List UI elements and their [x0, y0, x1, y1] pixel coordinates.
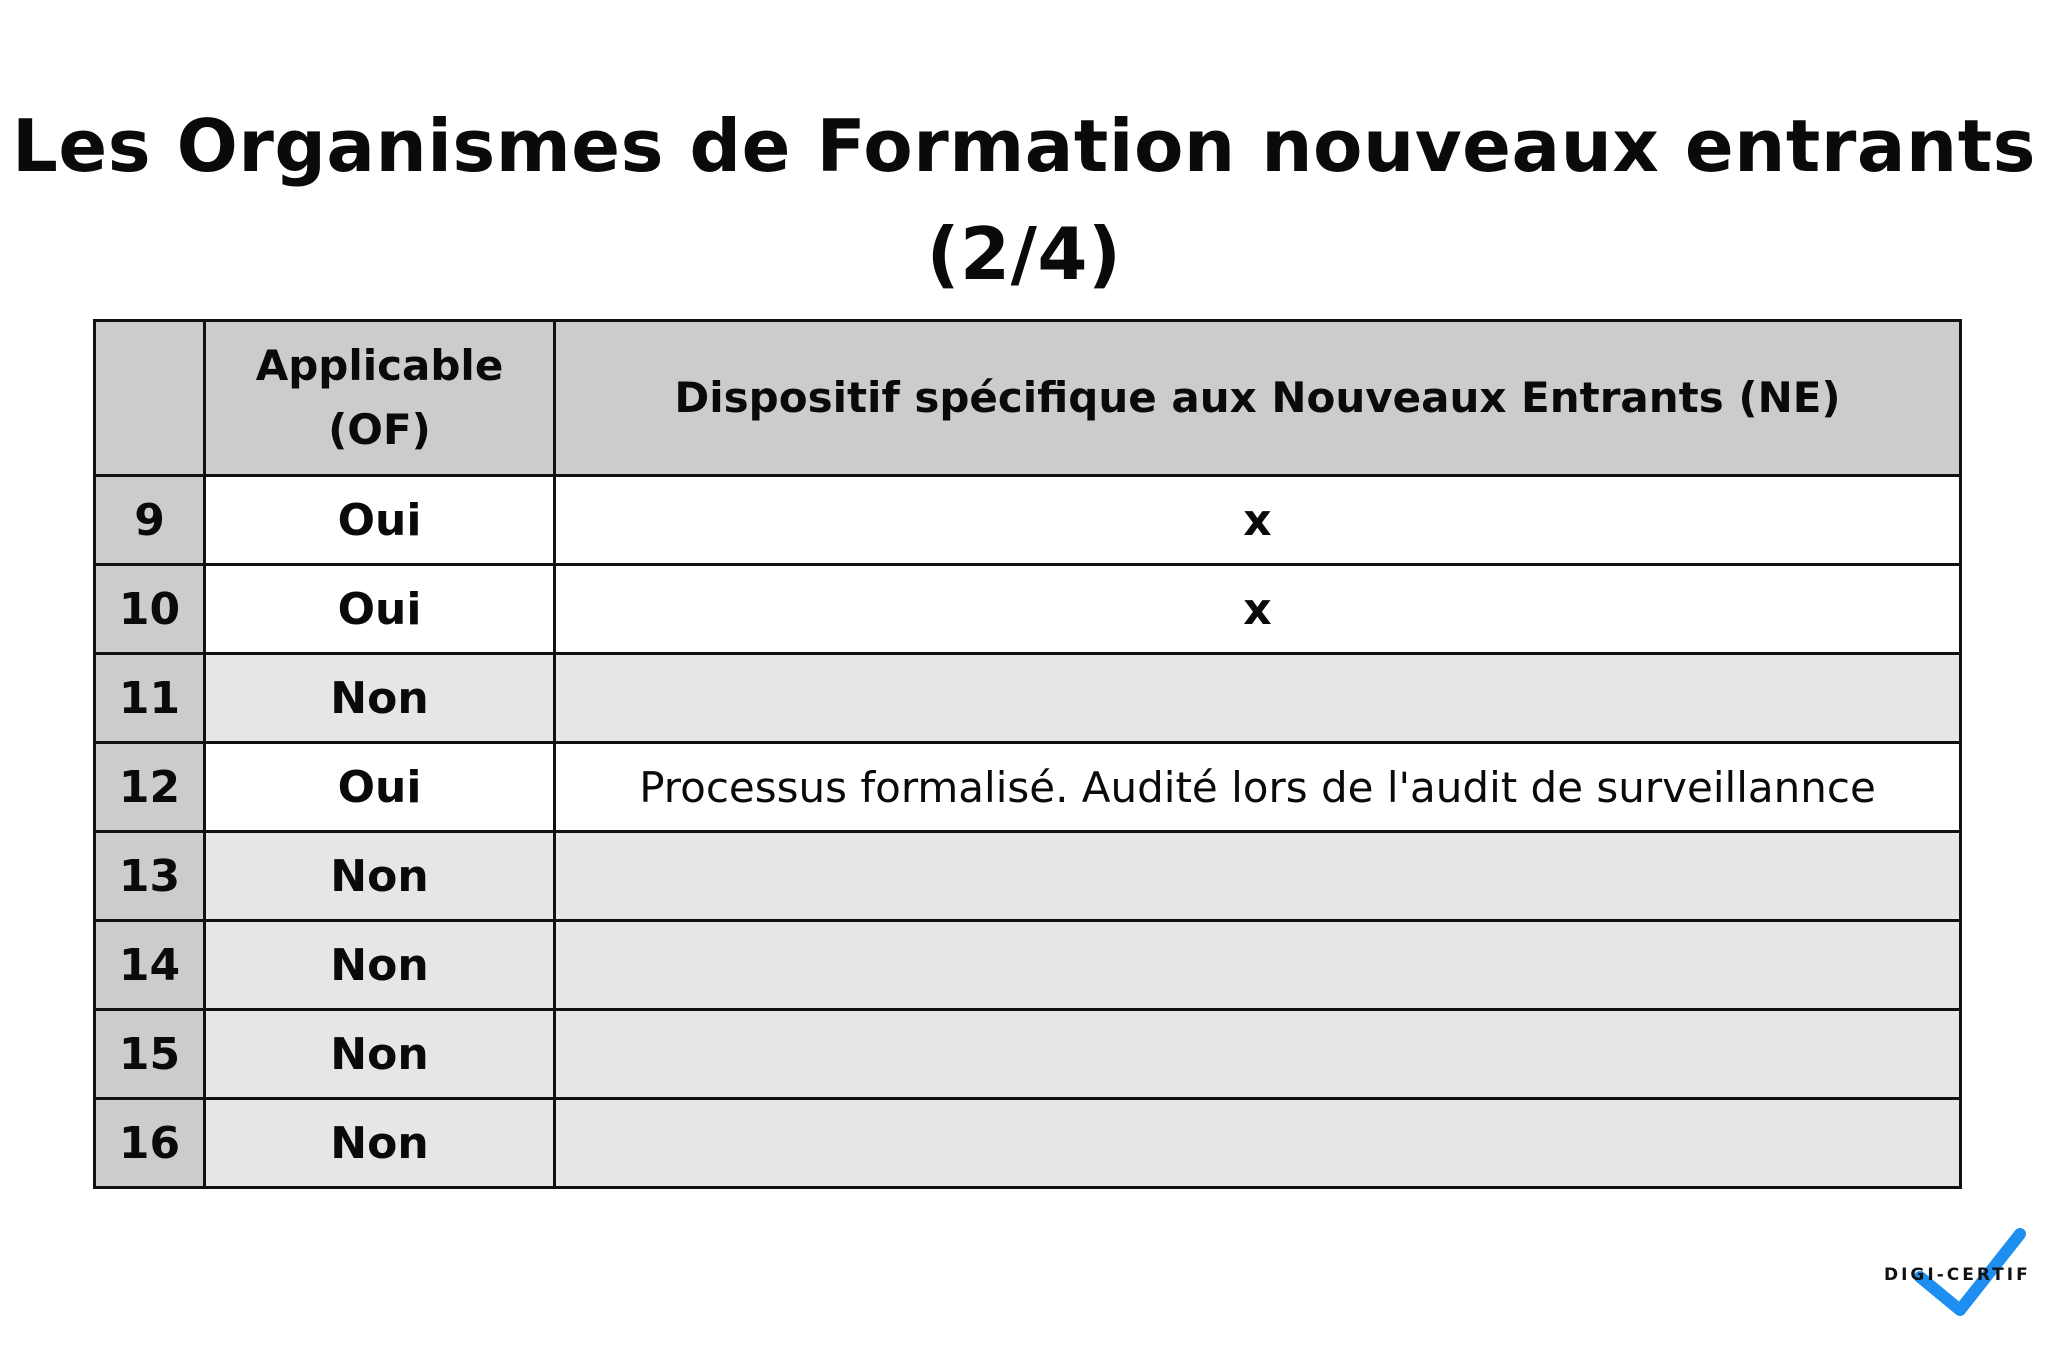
page-title	[0, 92, 2048, 308]
header-applicable: Applicable (OF)	[205, 321, 555, 476]
row-dispositif	[555, 654, 1961, 743]
row-number: 15	[95, 1010, 205, 1099]
row-number: 16	[95, 1099, 205, 1188]
table-row	[95, 743, 1961, 832]
checkmark-icon	[1880, 1222, 2040, 1322]
row-applicable: Non	[205, 1099, 555, 1188]
header-dispositif: Dispositif spécifique aux Nouveaux Entrants (NE)	[555, 321, 1961, 476]
row-applicable: Non	[205, 1010, 555, 1099]
table-row	[95, 921, 1961, 1010]
row-number: 10	[95, 565, 205, 654]
header-number	[95, 321, 205, 476]
page-title-line-2: (2/4)	[926, 212, 1122, 296]
table-row	[95, 565, 1961, 654]
table-row	[95, 1010, 1961, 1099]
row-applicable: Non	[205, 654, 555, 743]
row-dispositif	[555, 832, 1961, 921]
row-applicable: Oui	[205, 743, 555, 832]
row-dispositif: Processus formalisé. Audité lors de l'audit de surveillannce	[555, 743, 1961, 832]
logo-text: DIGI-CERTIF	[1884, 1265, 2031, 1285]
criteria-table	[93, 319, 1962, 1189]
row-dispositif: x	[555, 565, 1961, 654]
page-title-line-1: Les Organismes de Formation nouveaux entrants	[12, 104, 2036, 188]
row-number: 12	[95, 743, 205, 832]
table-header-row	[95, 321, 1961, 476]
digi-certif-logo	[1880, 1222, 2040, 1322]
row-applicable: Oui	[205, 565, 555, 654]
row-number: 9	[95, 476, 205, 565]
row-applicable: Non	[205, 832, 555, 921]
row-dispositif	[555, 1010, 1961, 1099]
row-dispositif: x	[555, 476, 1961, 565]
row-dispositif	[555, 1099, 1961, 1188]
table-row	[95, 476, 1961, 565]
row-number: 14	[95, 921, 205, 1010]
row-number: 13	[95, 832, 205, 921]
row-applicable: Oui	[205, 476, 555, 565]
table-row	[95, 1099, 1961, 1188]
row-applicable: Non	[205, 921, 555, 1010]
table-row	[95, 654, 1961, 743]
row-number: 11	[95, 654, 205, 743]
row-dispositif	[555, 921, 1961, 1010]
table-row	[95, 832, 1961, 921]
